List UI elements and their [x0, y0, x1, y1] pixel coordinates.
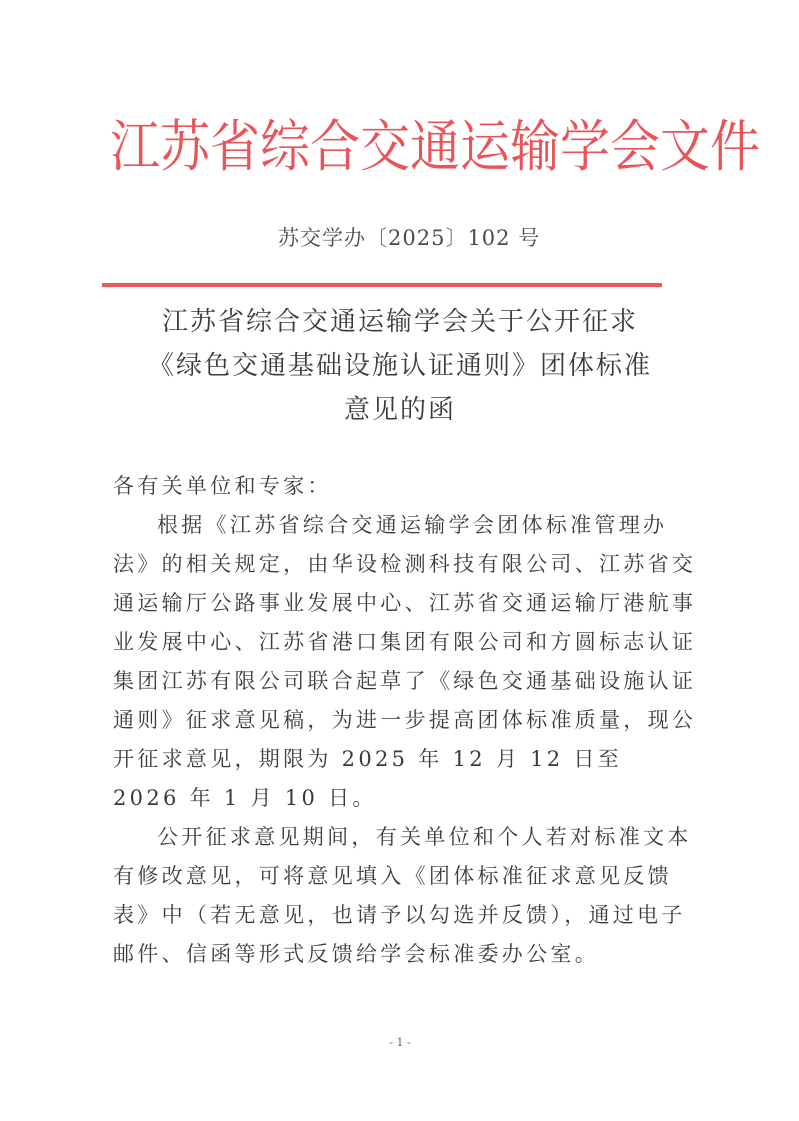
body-paragraph-1: 根据《江苏省综合交通运输学会团体标准管理办法》的相关规定，由华设检测科技有限公司、江苏省交通运输厅公路事业发展中心、江苏省交通运输厅港航事业发展中心、江苏省港口集团有限公司和方圆标志认证集团江苏有限公司联合起草了《绿色交通基础设施认证通则》征求意见稿，为进一步提高团体标准质量，现公开征求意见，期限为 2025 年 12 月 12 日至 2026 年 1 月 10 日。 — [113, 513, 697, 810]
document-subject — [100, 300, 700, 432]
body-paragraph-2: 公开征求意见期间，有关单位和个人若对标准文本有修改意见，可将意见填入《团体标准征求意见反馈表》中（若无意见，也请予以勾选并反馈），通过电子邮件、信函等形式反馈给学会标准委办公室。 — [113, 825, 692, 966]
page-number: - 1 - — [389, 1036, 411, 1049]
subject-line-3: 意见的函 — [343, 395, 456, 425]
subject-line-1: 江苏省综合交通运输学会关于公开征求 — [161, 307, 638, 337]
red-divider-rule — [102, 283, 662, 287]
issuer-letterhead-title: 江苏省综合交通运输学会文件 — [110, 114, 760, 180]
salutation: 各有关单位和专家： — [113, 474, 332, 498]
document-body — [113, 467, 698, 974]
document-number: 苏交学办〔2025〕102 号 — [278, 226, 541, 250]
subject-line-2: 《绿色交通基础设施认证通则》团体标准 — [147, 351, 652, 381]
